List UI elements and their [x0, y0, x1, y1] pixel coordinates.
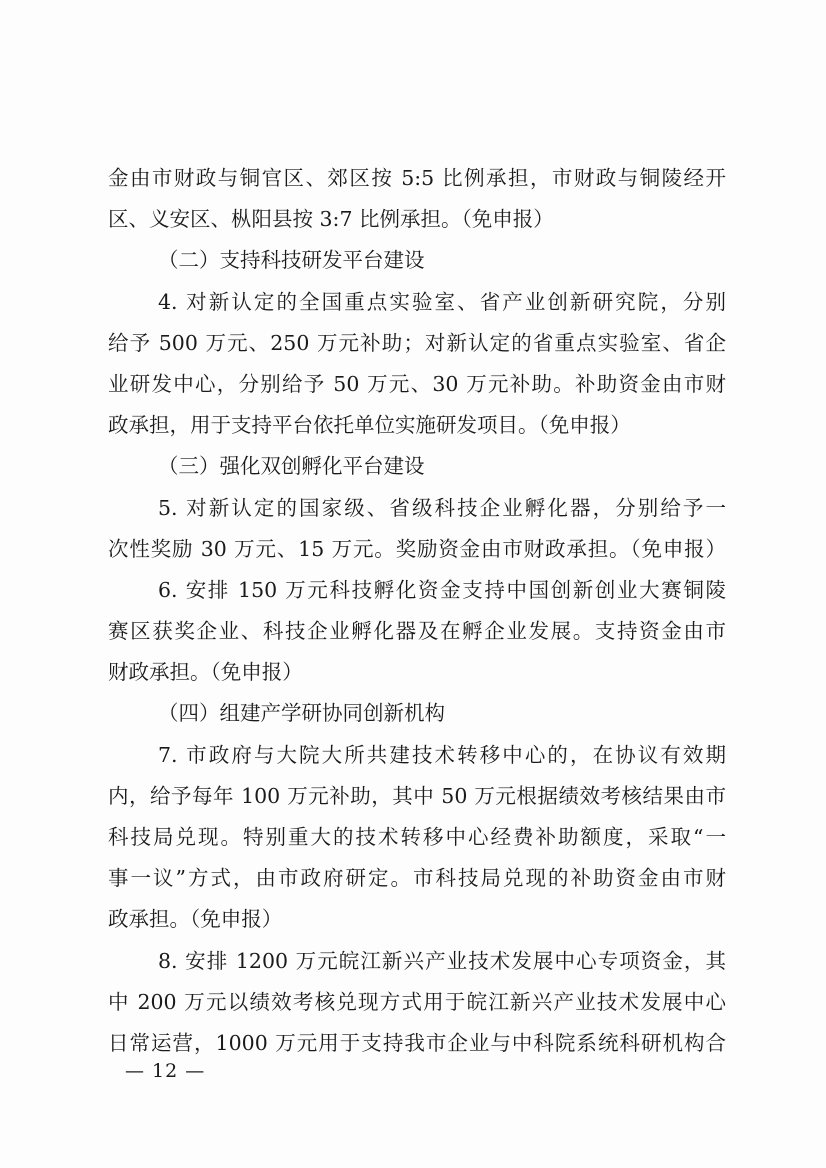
- text-line: 7. 市政府与大院大所共建技术转移中心的，在协议有效期: [158, 742, 726, 767]
- section-heading: （三）强化双创孵化平台建设: [158, 454, 425, 479]
- text-line: 金由市财政与铜官区、郊区按 5:5 比例承担，市财政与铜陵经开: [108, 166, 726, 190]
- document-body: [108, 158, 726, 1064]
- text-line: 8. 安排 1200 万元皖江新兴产业技术发展中心专项资金，其: [158, 948, 726, 973]
- text-line: 6. 安排 150 万元科技孵化资金支持中国创新创业大赛铜陵: [158, 577, 726, 602]
- text-line: 科技局兑现。特别重大的技术转移中心经费补助额度，采取“一: [108, 825, 726, 849]
- text-line: 中 200 万元以绩效考核兑现方式用于皖江新兴产业技术发展中心: [108, 989, 726, 1014]
- text-line: 4. 对新认定的全国重点实验室、省产业创新研究院，分别: [158, 289, 726, 314]
- section-heading: （二）支持科技研发平台建设: [158, 248, 425, 273]
- text-line: 政承担，用于支持平台依托单位实施研发项目。（免申报）: [108, 413, 631, 438]
- text-line: 次性奖励 30 万元、15 万元。奖励资金由市财政承担。（免申报）: [108, 536, 726, 561]
- text-line: 政承担。（免申报）: [108, 907, 283, 932]
- text-line: 业研发中心，分别给予 50 万元、30 万元补助。补助资金由市财: [108, 371, 726, 396]
- text-line: 区、义安区、枞阳县按 3:7 比例承担。（免申报）: [108, 207, 554, 232]
- page-number: — 12 —: [125, 1060, 206, 1082]
- text-line: 给予 500 万元、250 万元补助；对新认定的省重点实验室、省企: [108, 330, 726, 355]
- section-heading: （四）组建产学研协同创新机构: [158, 701, 445, 726]
- text-line: 内，给予每年 100 万元补助，其中 50 万元根据绩效考核结果由市: [108, 783, 726, 808]
- text-line: 日常运营，1000 万元用于支持我市企业与中科院系统科研机构合: [108, 1030, 726, 1055]
- text-line: 5. 对新认定的国家级、省级科技企业孵化器，分别给予一: [158, 495, 726, 520]
- text-line: 赛区获奖企业、科技企业孵化器及在孵企业发展。支持资金由市: [108, 619, 726, 644]
- text-line: 财政承担。（免申报）: [108, 660, 303, 685]
- text-line: 事一议”方式，由市政府研定。市科技局兑现的补助资金由市财: [108, 866, 726, 891]
